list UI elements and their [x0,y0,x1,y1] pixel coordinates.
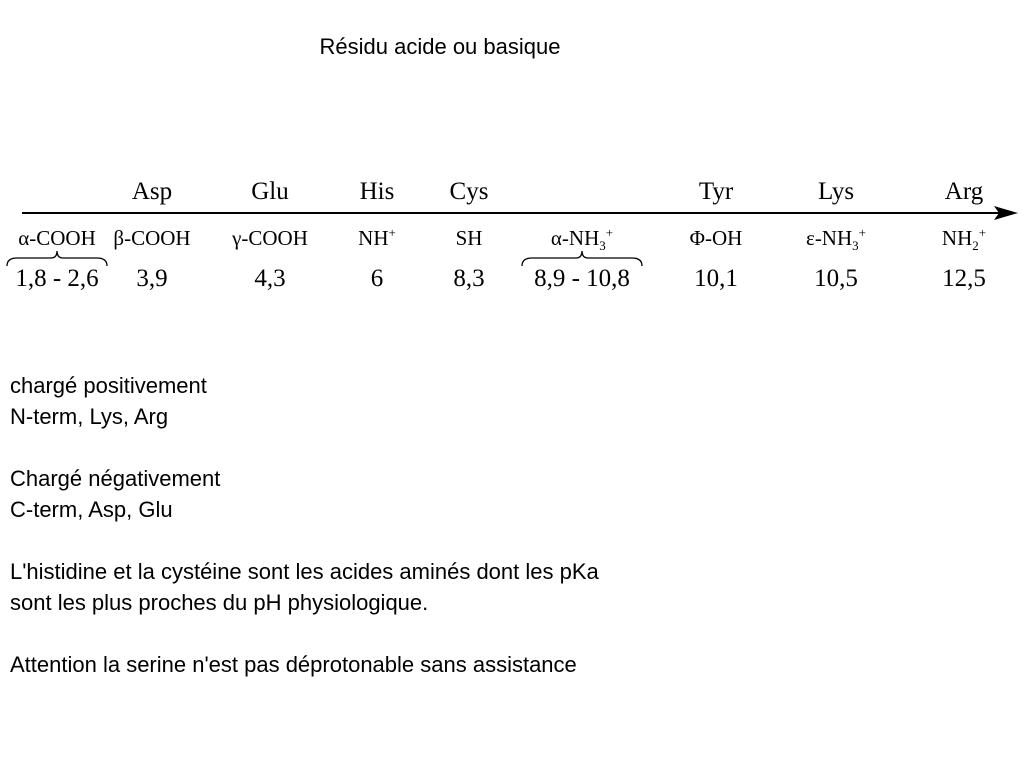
notes-block [10,370,910,680]
pka-group-4-group-label [456,226,483,250]
pka-group-1-pka-value: 3,9 [136,265,168,292]
pka-group-6-residue-label: Tyr [698,178,734,205]
pka-group-1-group-label [113,226,190,250]
pka-group-2-group-text: γ-COOH [232,226,308,250]
positive-charge-heading: chargé positivement [10,373,207,398]
pka-group-4-pka-value: 8,3 [453,265,485,292]
pka-group-0-group-label [18,226,96,250]
pka-group-5-pka-value: 8,9 - 10,8 [534,265,630,292]
pka-group-5-bracket [522,251,642,266]
pka-group-7-group-superscript: + [858,225,866,240]
pka-group-6-group-text: Φ-OH [689,226,743,250]
histidine-cysteine-note-line-2: sont les plus proches du pH physiologique. [10,590,429,615]
pka-group-8-residue-label: Arg [944,178,984,205]
pka-group-7-group-subscript: 3 [852,238,859,253]
pka-group-2-pka-value: 4,3 [254,265,286,292]
pka-group-3-group-superscript: + [388,225,396,240]
negative-charge-list: C-term, Asp, Glu [10,497,173,522]
pka-group-3-residue-label: His [359,178,395,205]
pka-group-7-group-text: ε-NH [806,226,853,250]
histidine-cysteine-note-line-1: L'histidine et la cystéine sont les acides aminés dont les pKa [10,559,599,584]
pka-group-7-group-label [806,225,866,253]
pka-group-8-group-label [942,225,986,253]
pka-group-5-group-subscript: 3 [599,238,606,253]
pka-group-1-group-text: β-COOH [113,226,191,250]
pka-group-5-group-label [551,225,613,253]
positive-charge-list: N-term, Lys, Arg [10,404,169,429]
pka-group-5-group-text: α-NH [550,226,600,250]
pka-groups [7,178,986,292]
pka-group-7-residue-label: Lys [817,178,855,205]
pka-group-6-group-label [690,226,743,250]
pka-group-0-bracket [7,251,107,266]
pka-group-8-group-superscript: + [978,225,987,240]
pka-group-3-pka-value: 6 [370,265,384,292]
pka-group-7-pka-value: 10,5 [814,265,858,292]
pka-group-6-pka-value: 10,1 [694,265,738,292]
pka-group-1-residue-label: Asp [131,178,173,205]
pka-group-0-group-text: α-COOH [18,226,96,250]
pka-group-0-pka-value: 1,8 - 2,6 [15,265,99,292]
pka-group-8-group-text: NH [941,226,973,250]
pka-group-4-group-text: SH [455,226,483,250]
slide-title: Résidu acide ou basique [319,34,561,59]
pka-group-2-group-label [231,226,308,250]
pka-scale-diagram [0,160,1024,310]
pka-group-5-group-superscript: + [605,225,614,240]
pka-group-3-group-label [358,225,396,250]
pka-group-8-pka-value: 12,5 [942,265,986,292]
negative-charge-heading: Chargé négativement [10,466,221,491]
pka-group-4-residue-label: Cys [449,178,489,205]
pka-group-3-group-text: NH [358,226,389,250]
pka-scale-svg [0,160,1024,310]
serine-note: Attention la serine n'est pas déprotonable sans assistance [10,652,577,677]
pka-group-2-residue-label: Glu [251,178,289,205]
pka-group-8-group-subscript: 2 [972,238,979,253]
